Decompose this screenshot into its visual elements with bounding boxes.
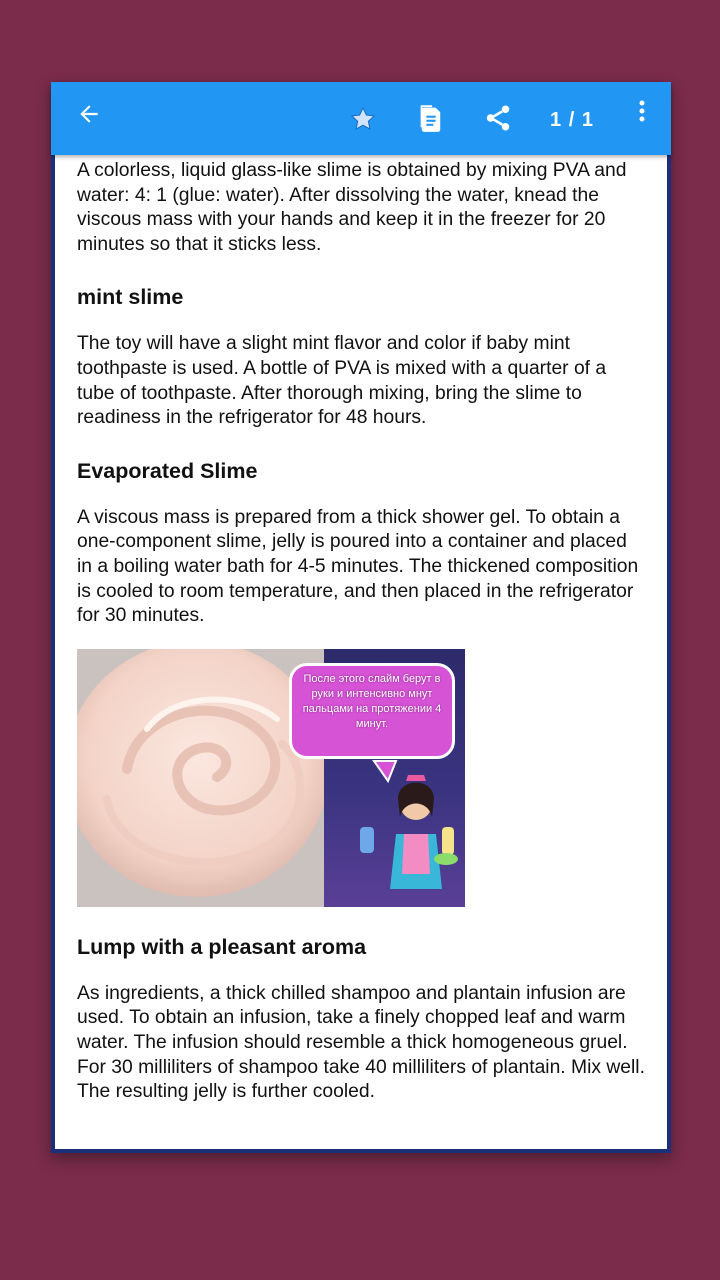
favorite-button[interactable] [343, 102, 383, 136]
document-card [51, 82, 671, 1153]
arrow-left-icon [76, 101, 102, 127]
slime-illustration-image [77, 649, 465, 907]
section-text-mint-slime: The toy will have a slight mint flavor and color if baby mint toothpaste is used. A bottle of PVA is mixed with a quarter of a tube of toothpaste. After thorough mixing, bring the slime to readiness in the refrigerator for 48 hours. [77, 333, 607, 429]
copy-document-icon [417, 103, 445, 133]
more-menu-button[interactable] [627, 96, 657, 126]
section-text-lump-aroma: As ingredients, a thick chilled shampoo and plantain infusion are used. To obtain an infusion, take a finely chopped leaf and warm water. The infusion should resemble a thick homogeneous gruel. For 30 milliliters of shampoo take 40 milliliters of plantain. Mix well. The resulting jelly is further cooled. [77, 982, 645, 1103]
share-button[interactable] [478, 100, 518, 136]
section-heading-mint-slime: mint slime [77, 285, 184, 310]
section-heading-evaporated-slime: Evaporated Slime [77, 458, 258, 483]
star-icon [349, 105, 377, 133]
back-button[interactable] [69, 96, 109, 132]
speech-bubble: После этого слайм берут в руки и интенсивно мнут пальцами на протяжении 4 минут. [289, 663, 455, 759]
article-content[interactable] [55, 155, 667, 1149]
slime-photo [77, 649, 324, 907]
section-heading-lump-aroma: Lump with a pleasant aroma [77, 934, 367, 959]
top-toolbar [51, 82, 671, 155]
more-vertical-icon [638, 99, 646, 123]
section-text-evaporated-slime: A viscous mass is prepared from a thick shower gel. To obtain a one-component slime, jelly is poured into a container and placed in a boiling water bath for 4-5 minutes. The thickened composition is cooled to room temperature, and then placed in the refrigerator for 30 minutes. [77, 506, 639, 627]
page-counter: 1 / 1 [550, 108, 594, 131]
share-icon [483, 103, 513, 133]
copy-button[interactable] [411, 100, 451, 136]
intro-paragraph: A colorless, liquid glass-like slime is obtained by mixing PVA and water: 4: 1 (glue: water). After dissolving the water, knead the viscous mass with your hands and keep it in the freezer for 20 minutes so that it sticks less. [77, 160, 627, 255]
